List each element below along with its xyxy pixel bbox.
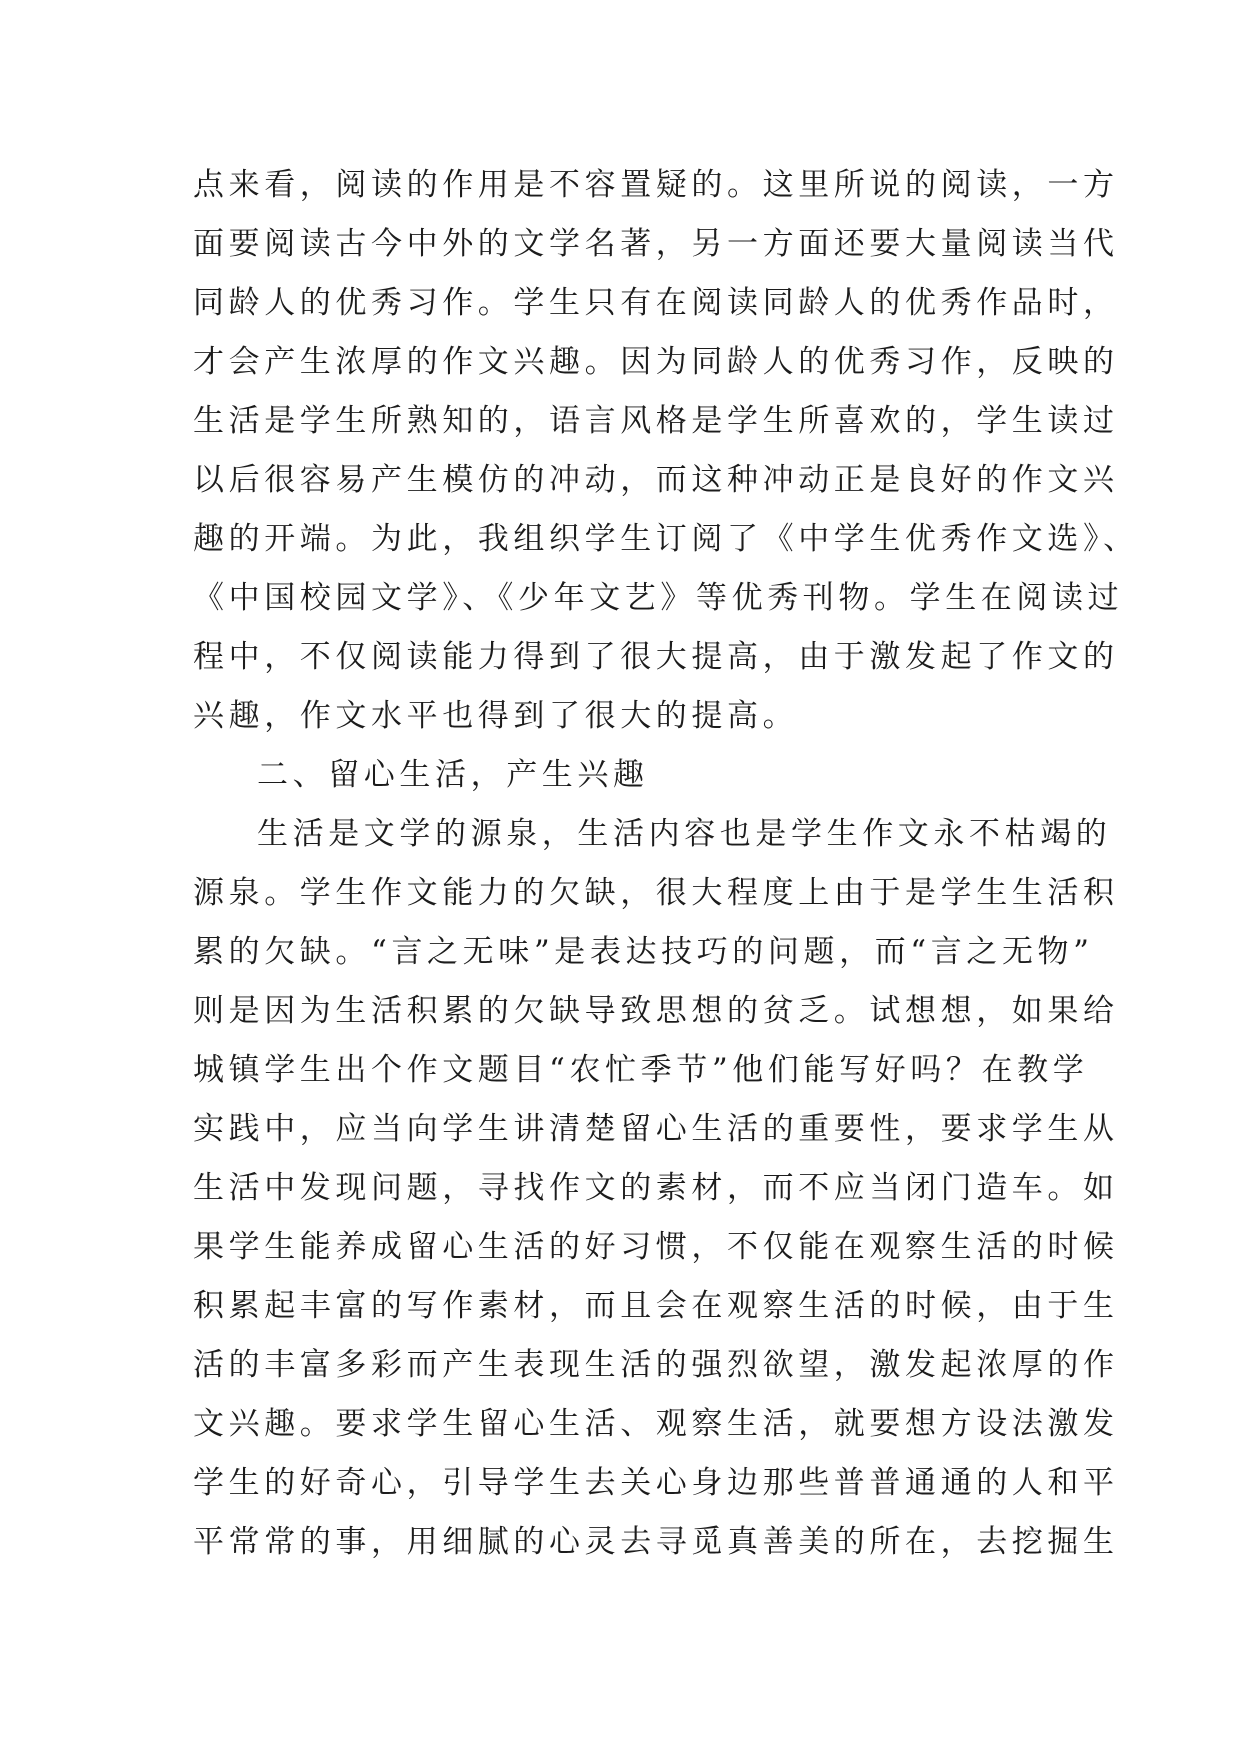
text-line: 累的欠缺。“言之无味”是表达技巧的问题，而“言之无物” <box>193 934 1094 970</box>
text-line: 同龄人的优秀习作。学生只有在阅读同龄人的优秀作品时， <box>193 285 1119 321</box>
text-line: 生活是学生所熟知的，语言风格是学生所喜欢的，学生读过 <box>193 403 1119 439</box>
text-line: 点来看，阅读的作用是不容置疑的。这里所说的阅读，一方 <box>193 167 1119 203</box>
text-line: 以后很容易产生模仿的冲动，而这种冲动正是良好的作文兴 <box>193 462 1119 498</box>
text-line: 果学生能养成留心生活的好习惯，不仅能在观察生活的时候 <box>193 1229 1119 1265</box>
text-line: 实践中，应当向学生讲清楚留心生活的重要性，要求学生从 <box>193 1111 1119 1147</box>
text-line: 平常常的事，用细腻的心灵去寻觅真善美的所在，去挖掘生 <box>193 1524 1119 1560</box>
text-line: 积累起丰富的写作素材，而且会在观察生活的时候，由于生 <box>193 1288 1119 1324</box>
text-line: 活的丰富多彩而产生表现生活的强烈欲望，激发起浓厚的作 <box>193 1347 1119 1383</box>
paragraph-first-line: 生活是文学的源泉，生活内容也是学生作文永不枯竭的 <box>257 816 1112 852</box>
body-text <box>193 156 1139 1572</box>
text-line: 程中，不仅阅读能力得到了很大提高，由于激发起了作文的 <box>193 639 1119 675</box>
section-heading: 二、留心生活，产生兴趣 <box>257 757 649 793</box>
text-line: 则是因为生活积累的欠缺导致思想的贫乏。试想想，如果给 <box>193 993 1119 1029</box>
text-line: 文兴趣。要求学生留心生活、观察生活，就要想方设法激发 <box>193 1406 1119 1442</box>
text-line: 面要阅读古今中外的文学名著，另一方面还要大量阅读当代 <box>193 226 1119 262</box>
text-line: 学生的好奇心，引导学生去关心身边那些普普通通的人和平 <box>193 1465 1119 1501</box>
text-line: 《中国校园文学》、《少年文艺》等优秀刊物。学生在阅读过 <box>193 580 1124 616</box>
text-line: 城镇学生出个作文题目“农忙季节”他们能写好吗？在教学 <box>193 1052 1089 1088</box>
text-line: 兴趣，作文水平也得到了很大的提高。 <box>193 698 799 734</box>
text-line: 趣的开端。为此，我组织学生订阅了《中学生优秀作文选》、 <box>193 521 1139 557</box>
text-line: 才会产生浓厚的作文兴趣。因为同龄人的优秀习作，反映的 <box>193 344 1119 380</box>
text-line: 源泉。学生作文能力的欠缺，很大程度上由于是学生生活积 <box>193 875 1119 911</box>
text-line: 生活中发现问题，寻找作文的素材，而不应当闭门造车。如 <box>193 1170 1119 1206</box>
